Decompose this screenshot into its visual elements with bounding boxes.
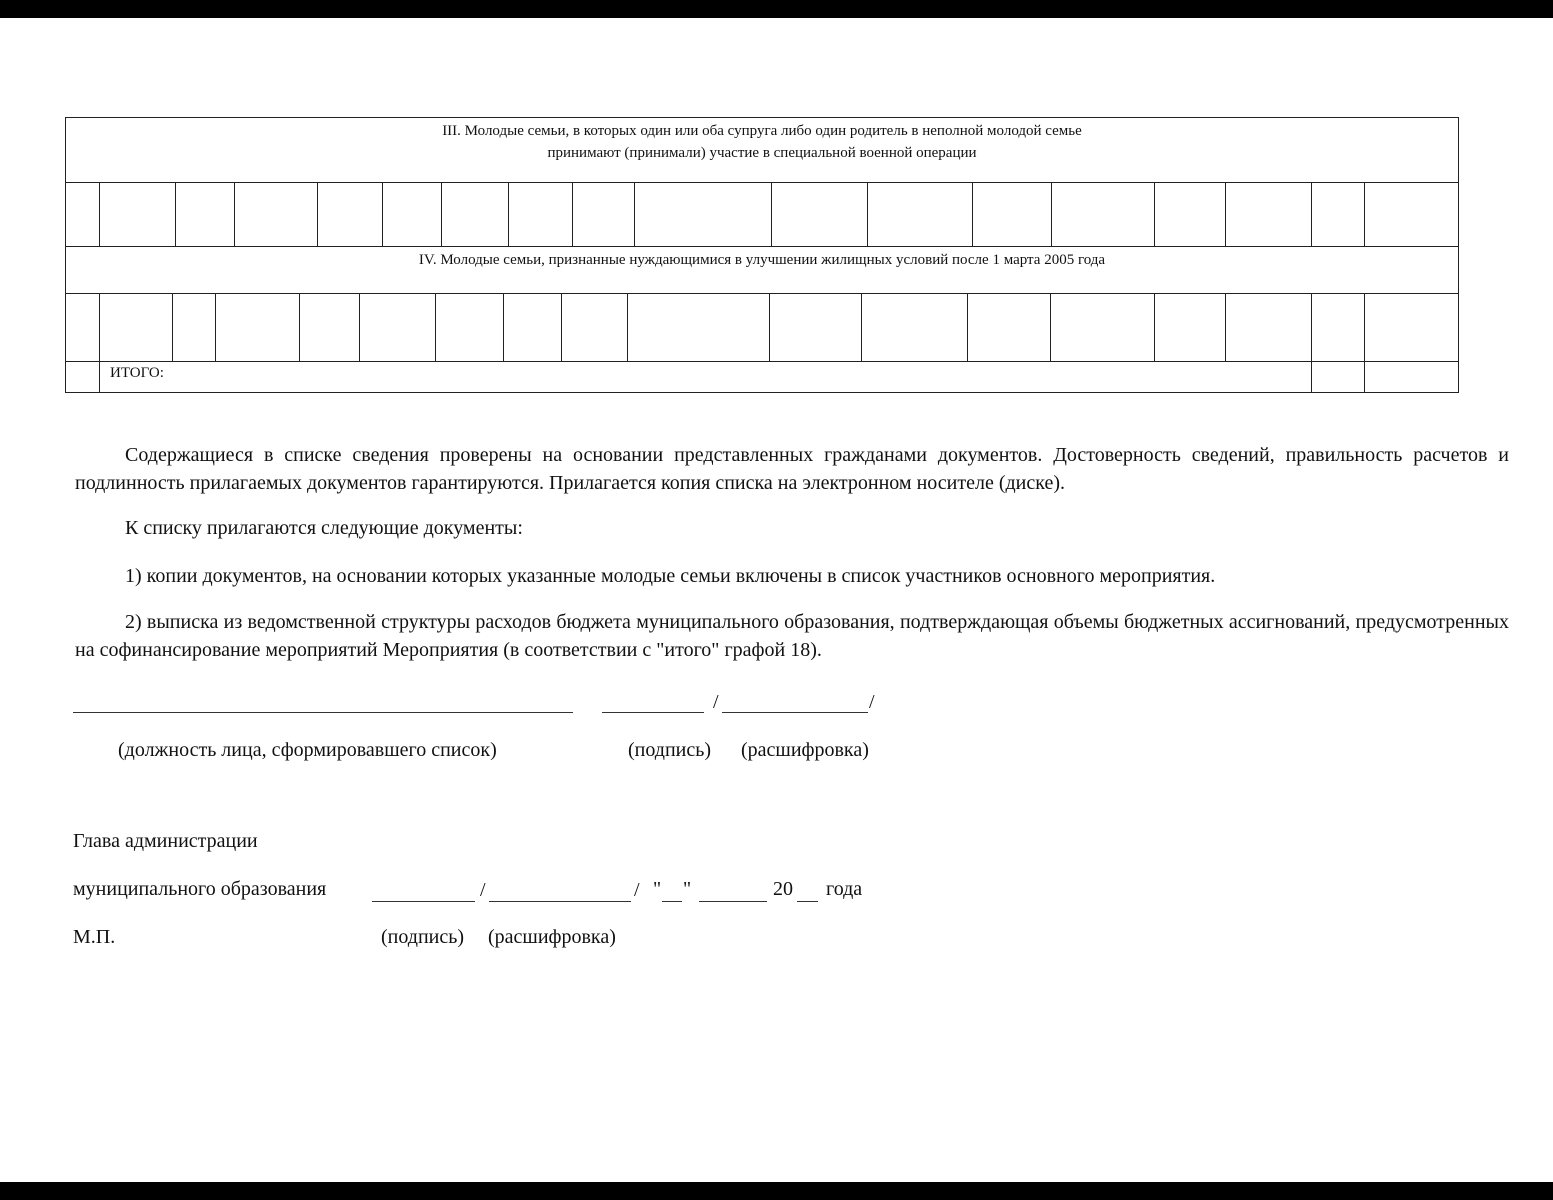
total-label: ИТОГО:	[110, 365, 164, 381]
date-year-suffix: года	[826, 878, 863, 900]
transcript-caption: (расшифровка)	[741, 739, 869, 761]
date-day-line	[662, 901, 682, 902]
section-3-caption-line2: принимают (принимали) участие в специальной военной операции	[547, 145, 977, 161]
date-year-line	[797, 901, 818, 902]
slash-separator: /	[480, 879, 486, 901]
verification-paragraph	[75, 441, 1509, 497]
transcript-line	[722, 712, 868, 713]
head-transcript-line	[489, 901, 631, 902]
date-month-line	[699, 901, 767, 902]
date-year-prefix: 20	[773, 878, 793, 900]
date-quote-open: "	[653, 878, 662, 900]
section-4-caption: IV. Молодые семьи, признанные нуждающимися в улучшении жилищных условий после 1 марта 2005 года	[418, 252, 1106, 268]
signature-line	[602, 712, 704, 713]
section-3-caption-line1: III. Молодые семьи, в которых один или оба супруга либо один родитель в неполной молодой семье	[442, 123, 1082, 139]
head-signature-caption: (подпись)	[381, 926, 465, 948]
municipality-label: муниципального образования	[73, 878, 327, 900]
slash-separator: /	[869, 691, 875, 713]
position-caption: (должность лица, сформировавшего список)	[118, 739, 497, 761]
signature-caption: (подпись)	[628, 739, 712, 761]
attachment-item-1: 1) копии документов, на основании которых указанные молодые семьи включены в список участников основного мероприятия.	[125, 565, 1216, 587]
scan-border-bottom	[0, 1182, 1553, 1200]
attachment-item-2: 2) выписка из ведомственной структуры расходов бюджета муниципального образования, подтверждающая объемы бюджетных ассигнований, предусмотренных на софинансирование мероприятий Мероприятия (в соответствии с "итого" графой 18).	[75, 611, 1509, 661]
slash-separator: /	[713, 691, 719, 713]
scan-border-top	[0, 0, 1553, 18]
slash-separator: /	[634, 879, 640, 901]
date-quote-close: "	[683, 878, 692, 900]
head-title: Глава администрации	[73, 830, 258, 852]
head-transcript-caption: (расшифровка)	[488, 926, 616, 948]
position-line	[73, 712, 573, 713]
head-signature-line	[372, 901, 475, 902]
verification-paragraph-text: Содержащиеся в списке сведения проверены на основании представленных гражданами документов. Достоверность сведений, правильность расчетов и подлинность прилагаемых документов гарантируются. Прилагается копия списка на электронном носителе (диске).	[75, 444, 1509, 494]
attachments-heading: К списку прилагаются следующие документы:	[125, 517, 523, 539]
seal-label: М.П.	[73, 926, 116, 948]
